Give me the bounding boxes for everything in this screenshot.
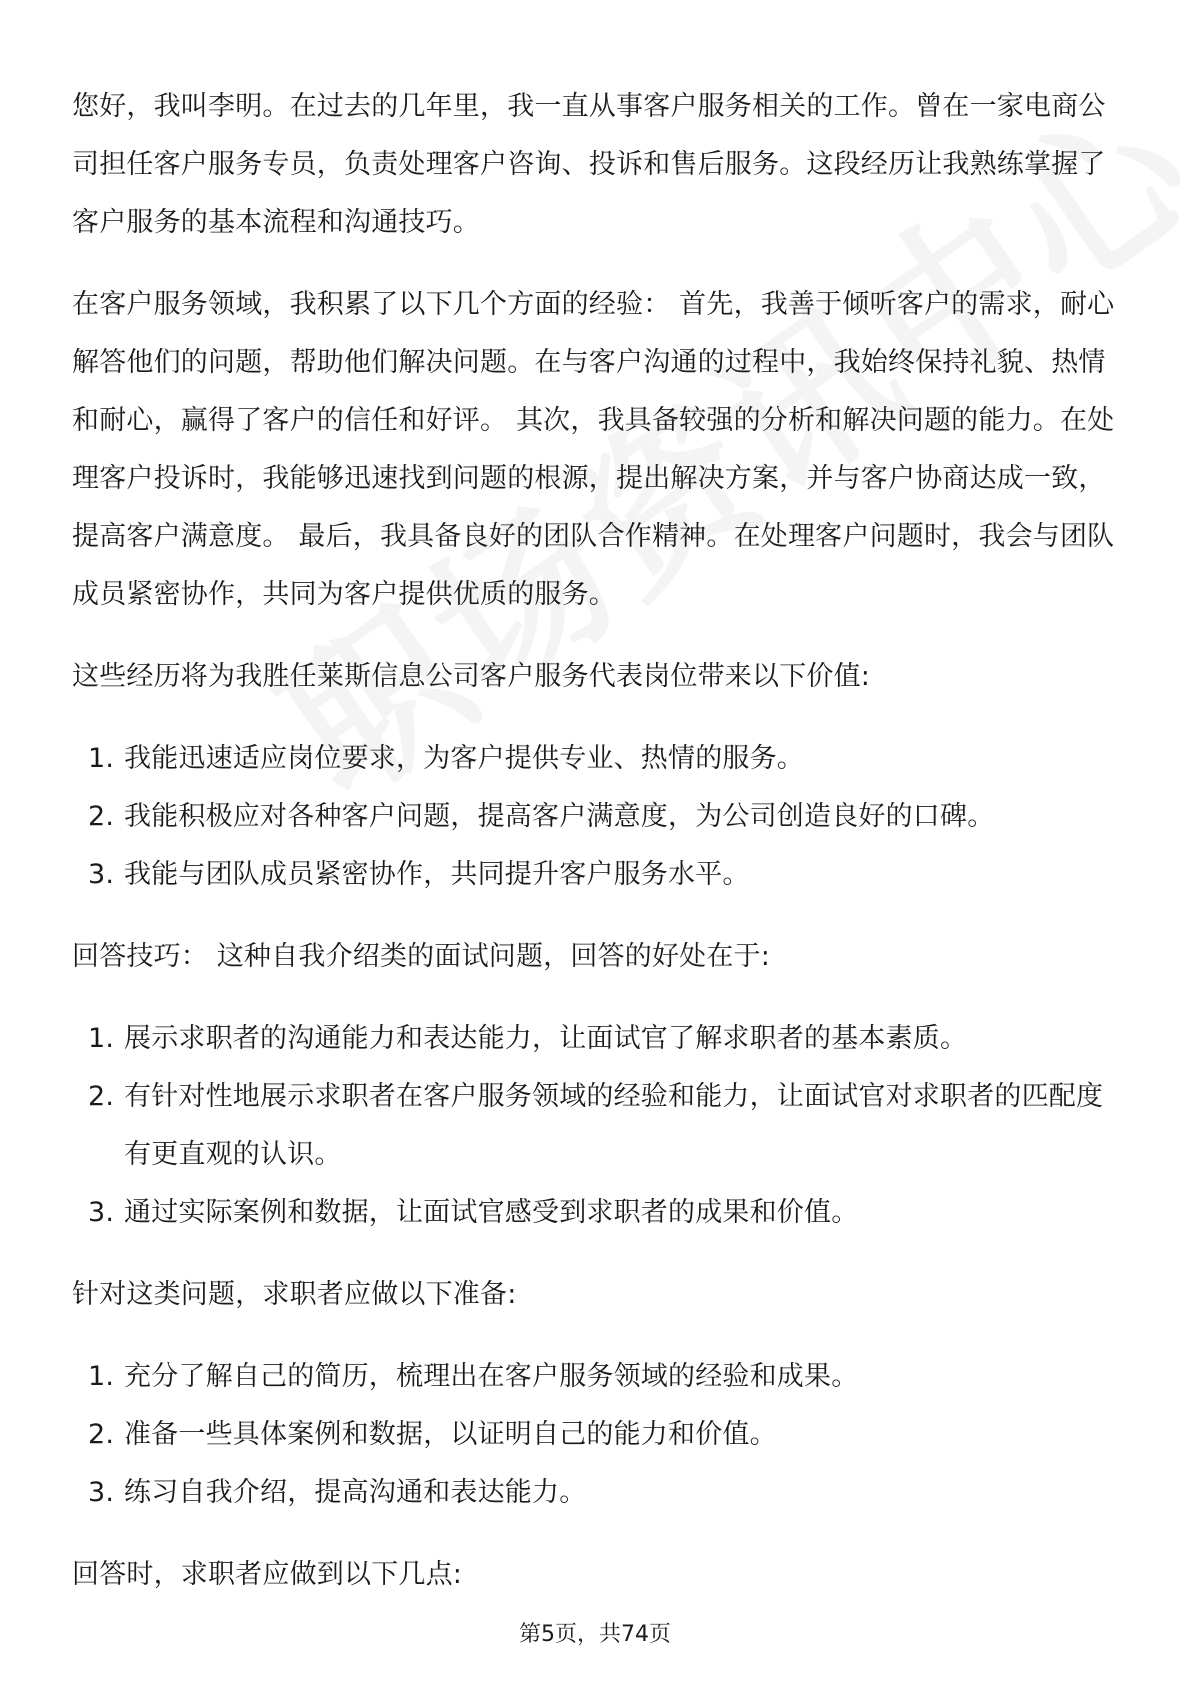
list-text: 我能与团队成员紧密协作，共同提升客户服务水平。 bbox=[124, 859, 750, 890]
list-text: 准备一些具体案例和数据，以证明自己的能力和价值。 bbox=[124, 1419, 777, 1450]
list-text: 展示求职者的沟通能力和表达能力，让面试官了解求职者的基本素质。 bbox=[124, 1023, 968, 1054]
prep-intro-paragraph: 针对这类问题，求职者应做以下准备: bbox=[72, 1279, 517, 1310]
list-item bbox=[72, 1184, 1122, 1242]
list-number: 2. bbox=[88, 801, 115, 832]
list-number: 1. bbox=[88, 1361, 115, 1392]
list-number: 1. bbox=[88, 743, 115, 774]
list-text: 练习自我介绍，提高沟通和表达能力。 bbox=[124, 1477, 587, 1508]
list-number: 3. bbox=[88, 859, 115, 890]
list-text: 通过实际案例和数据，让面试官感受到求职者的成果和价值。 bbox=[124, 1197, 859, 1228]
list-number: 3. bbox=[88, 1197, 115, 1228]
list-item bbox=[72, 846, 1122, 904]
answer-intro-paragraph: 回答时，求职者应做到以下几点: bbox=[72, 1559, 463, 1590]
value-intro-paragraph: 这些经历将为我胜任莱斯信息公司客户服务代表岗位带来以下价值: bbox=[72, 661, 871, 692]
list-item bbox=[72, 730, 1122, 788]
list-number: 1. bbox=[88, 1023, 115, 1054]
list-item bbox=[72, 1464, 1122, 1522]
tips-intro-paragraph: 回答技巧： 这种自我介绍类的面试问题，回答的好处在于: bbox=[72, 941, 771, 972]
tips-list bbox=[72, 1010, 1122, 1242]
experience-paragraph: 在客户服务领域，我积累了以下几个方面的经验： 首先，我善于倾听客户的需求，耐心解答他们的问题，帮助他们解决问题。在与客户沟通的过程中，我始终保持礼貌、热情和耐心，赢得了客户的信任和好评。 其次，我具备较强的分析和解决问题的能力。在处理客户投诉时，我能够迅速找到问题的根源，提出解决方案，并与客户协商达成一致，提高客户满意度。 最后，我具备良好的团队合作精神。在处理客户问题时，我会与团队成员紧密协作，共同为客户提供优质的服务。 bbox=[72, 289, 1115, 610]
list-item bbox=[72, 1348, 1122, 1406]
list-number: 3. bbox=[88, 1477, 115, 1508]
list-text: 充分了解自己的简历，梳理出在客户服务领域的经验和成果。 bbox=[124, 1361, 859, 1392]
value-list bbox=[72, 730, 1122, 904]
list-item bbox=[72, 1406, 1122, 1464]
list-number: 2. bbox=[88, 1419, 115, 1450]
list-item bbox=[72, 788, 1122, 846]
document-page bbox=[72, 78, 1122, 1628]
list-number: 2. bbox=[88, 1081, 115, 1112]
list-text: 我能积极应对各种客户问题，提高客户满意度，为公司创造良好的口碑。 bbox=[124, 801, 995, 832]
list-text: 我能迅速适应岗位要求，为客户提供专业、热情的服务。 bbox=[124, 743, 804, 774]
prep-list bbox=[72, 1348, 1122, 1522]
list-text: 有针对性地展示求职者在客户服务领域的经验和能力，让面试官对求职者的匹配度有更直观的认识。 bbox=[124, 1081, 1104, 1170]
intro-paragraph: 您好，我叫李明。在过去的几年里，我一直从事客户服务相关的工作。曾在一家电商公司担任客户服务专员，负责处理客户咨询、投诉和售后服务。这段经历让我熟练掌握了客户服务的基本流程和沟通技巧。 bbox=[72, 91, 1106, 238]
list-item bbox=[72, 1068, 1122, 1184]
list-item bbox=[72, 1010, 1122, 1068]
page-footer: 第5页，共74页 bbox=[519, 1622, 671, 1647]
